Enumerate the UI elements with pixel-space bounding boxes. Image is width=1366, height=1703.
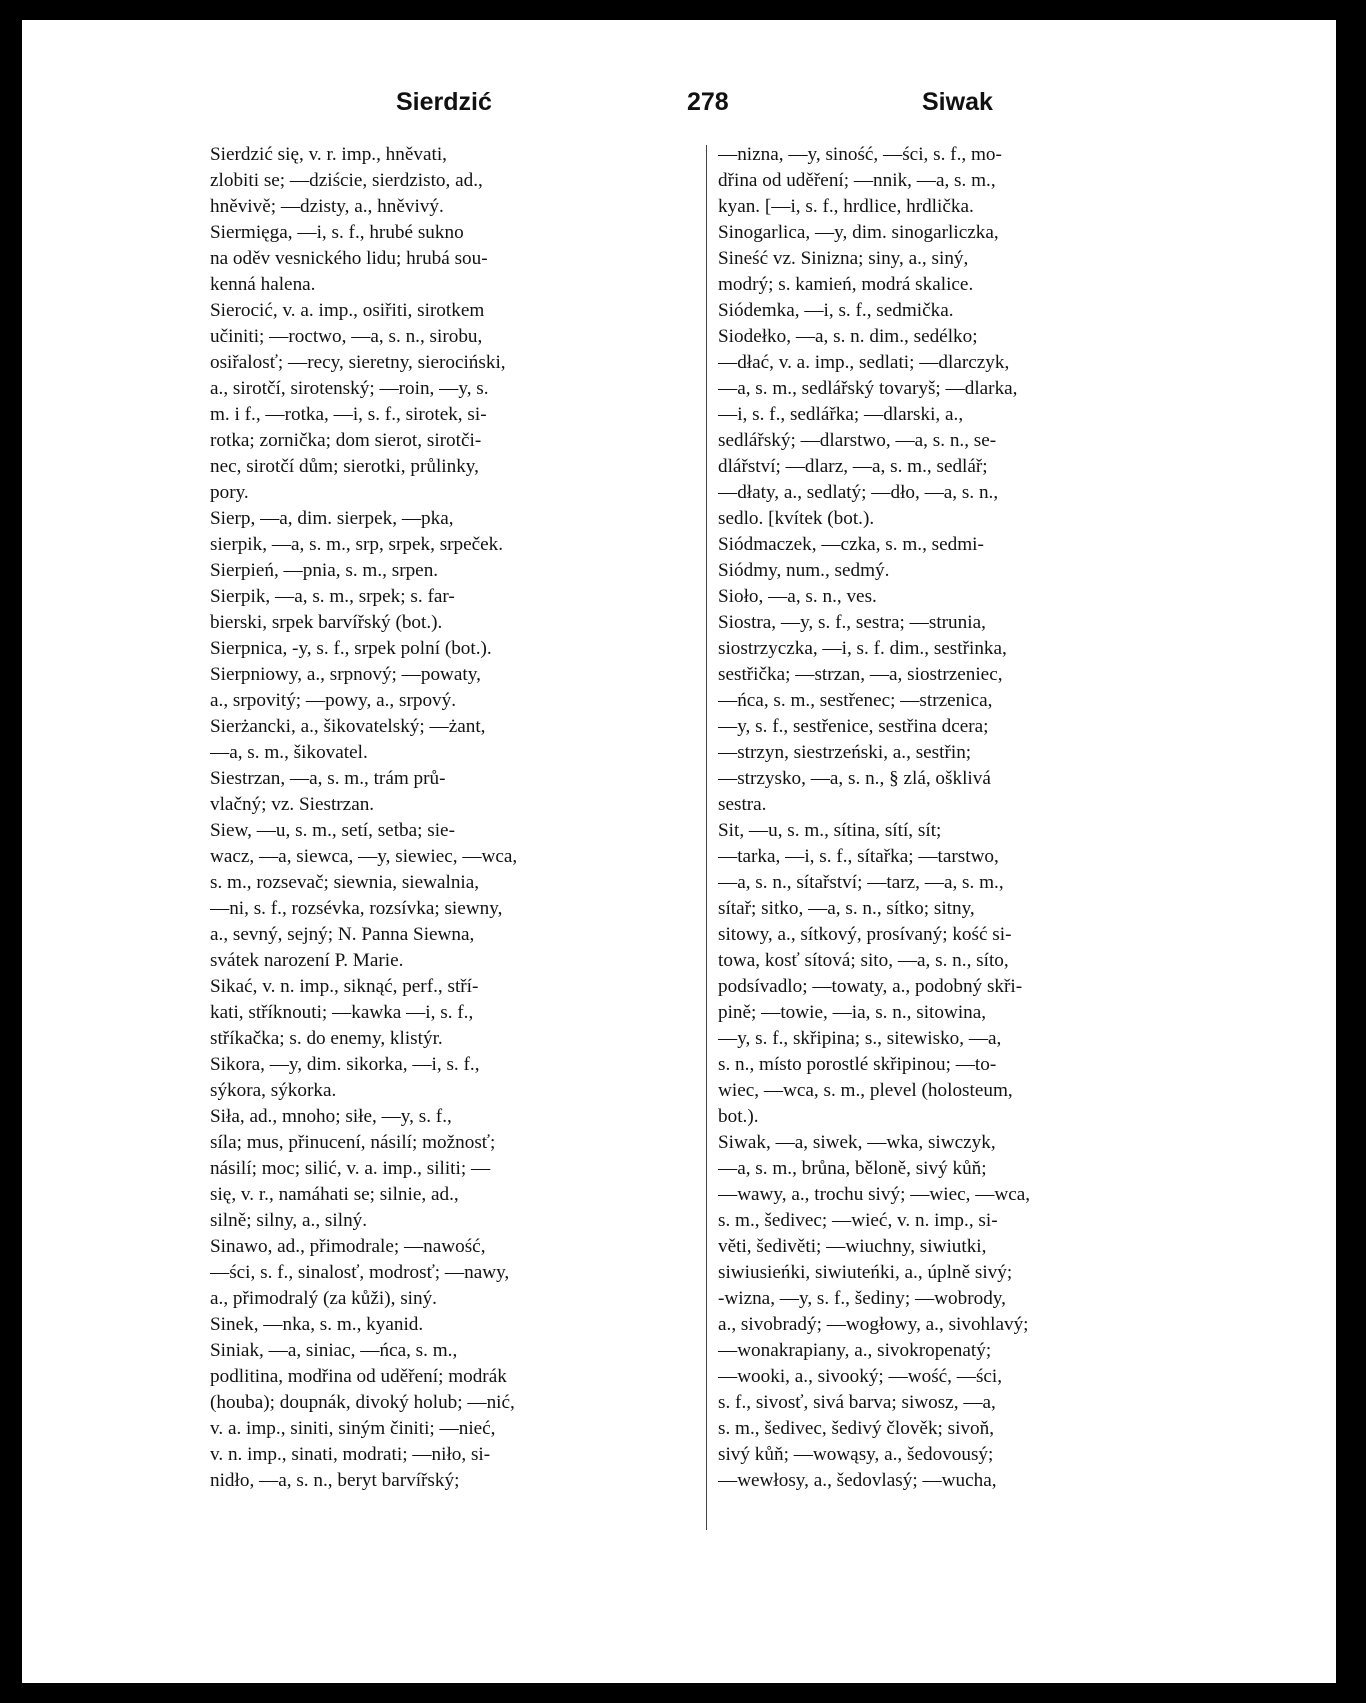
entry-line: Sinawo, ad., přimodrale; —nawość, — [210, 1236, 486, 1257]
entry-line: —i, s. f., sedlářka; —dlarski, a., — [718, 404, 964, 425]
entry-line: nidło, —a, s. n., beryt barvířský; — [210, 1470, 460, 1491]
entry-line: Sierpniowy, a., srpnový; —powaty, — [210, 664, 481, 685]
entry-line: pory. — [210, 482, 249, 503]
entry-line: wiec, —wca, s. m., plevel (holosteum, — [718, 1080, 1013, 1101]
entry-line: s. m., rozsevač; siewnia, siewalnia, — [210, 872, 480, 893]
entry-line: silně; silny, a., silný. — [210, 1210, 368, 1231]
page-number: 278 — [687, 88, 729, 116]
entry-line: Sierpik, —a, s. m., srpek; s. far- — [210, 586, 455, 607]
entry-line: dlářství; —dlarz, —a, s. m., sedlář; — [718, 456, 988, 477]
entry-line: zlobiti se; —dziście, sierdzisto, ad., — [210, 170, 483, 191]
entry-line: svátek narození P. Marie. — [210, 950, 404, 971]
right-guide-word: Siwak — [922, 88, 993, 116]
entry-line: towa, kosť sítová; sito, —a, s. n., síto, — [718, 950, 1009, 971]
entry-line: Sierpnica, -y, s. f., srpek polní (bot.). — [210, 638, 492, 659]
page-header — [190, 88, 1250, 128]
entry-line: s. n., místo porostlé skřipinou; —to- — [718, 1054, 997, 1075]
entry-line: sedlářský; —dlarstwo, —a, s. n., se- — [718, 430, 997, 451]
entry-line: —a, s. m., šikovatel. — [210, 742, 368, 763]
entry-line: Siestrzan, —a, s. m., trám prů- — [210, 768, 446, 789]
entry-line: Siódemka, —i, s. f., sedmička. — [718, 300, 954, 321]
entry-line: v. n. imp., sinati, modrati; —niło, si- — [210, 1444, 491, 1465]
entry-line: s. m., šedivec, šedivý člověk; sivoň, — [718, 1418, 995, 1439]
entry-line: kati, stříknouti; —kawka —i, s. f., — [210, 1002, 474, 1023]
entry-line: —wawy, a., trochu sivý; —wiec, —wca, — [718, 1184, 1031, 1205]
entry-line: —y, s. f., sestřenice, sestřina dcera; — [718, 716, 989, 737]
entry-line: s. f., sivosť, sivá barva; siwosz, —a, — [718, 1392, 996, 1413]
entry-line: sedlo. [kvítek (bot.). — [718, 508, 875, 529]
scan-border-strip — [1328, 20, 1336, 1683]
entry-line: -wizna, —y, s. f., šediny; —wobrody, — [718, 1288, 1006, 1309]
entry-line: —a, s. m., brůna, běloně, sivý kůň; — [718, 1158, 987, 1179]
entry-line: —dłać, v. a. imp., sedlati; —dlarczyk, — [718, 352, 1010, 373]
entry-line: wacz, —a, siewca, —y, siewiec, —wca, — [210, 846, 518, 867]
entry-line: —strzysko, —a, s. n., § zlá, ošklivá — [718, 768, 991, 789]
entry-line: Sit, —u, s. m., sítina, sítí, sít; — [718, 820, 942, 841]
entry-line: a., sevný, sejný; N. Panna Siewna, — [210, 924, 475, 945]
entry-line: —y, s. f., skřipina; s., sitewisko, —a, — [718, 1028, 1002, 1049]
entry-line: —tarka, —i, s. f., sítařka; —tarstwo, — [718, 846, 999, 867]
entry-line: modrý; s. kamień, modrá skalice. — [718, 274, 974, 295]
entry-line: —ści, s. f., sinalosť, modrosť; —nawy, — [210, 1262, 510, 1283]
entry-line: Sinek, —nka, s. m., kyanid. — [210, 1314, 424, 1335]
entry-line: się, v. r., namáhati se; silnie, ad., — [210, 1184, 459, 1205]
entry-line: Sinogarlica, —y, dim. sinogarliczka, — [718, 222, 999, 243]
entry-line: Sioło, —a, s. n., ves. — [718, 586, 877, 607]
entry-line: věti, šedivěti; —wiuchny, siwiutki, — [718, 1236, 987, 1257]
entry-line: na oděv vesnického lidu; hrubá sou- — [210, 248, 488, 269]
entry-line: učiniti; —roctwo, —a, s. n., sirobu, — [210, 326, 483, 347]
entry-line: podlitina, modřina od uděření; modrák — [210, 1366, 507, 1387]
entry-line: pině; —towie, —ia, s. n., sitowina, — [718, 1002, 987, 1023]
entry-line: sítař; sitko, —a, s. n., sítko; sitny, — [718, 898, 975, 919]
entry-line: a., přimodralý (za kůži), siný. — [210, 1288, 437, 1309]
entry-line: Sikać, v. n. imp., siknąć, perf., stří- — [210, 976, 479, 997]
entry-line: vlačný; vz. Siestrzan. — [210, 794, 375, 815]
entry-line: siostrzyczka, —i, s. f. dim., sestřinka, — [718, 638, 1007, 659]
entry-line: m. i f., —rotka, —i, s. f., sirotek, si- — [210, 404, 487, 425]
entry-line: stříkačka; s. do enemy, klistýr. — [210, 1028, 443, 1049]
entry-line: sierpik, —a, s. m., srp, srpek, srpeček. — [210, 534, 504, 555]
entry-line: hněvivě; —dzisty, a., hněvivý. — [210, 196, 444, 217]
entry-line: —dłaty, a., sedlatý; —dło, —a, s. n., — [718, 482, 999, 503]
entry-line: násilí; moc; silić, v. a. imp., siliti; — — [210, 1158, 491, 1179]
entry-line: sivý kůň; —wowąsy, a., šedovousý; — [718, 1444, 994, 1465]
entry-line: —nizna, —y, siność, —ści, s. f., mo- — [718, 144, 1002, 165]
left-column — [210, 142, 688, 1494]
entry-line: a., sivobradý; —wogłowy, a., sivohlavý; — [718, 1314, 1029, 1335]
entry-line: Siwak, —a, siwek, —wka, siwczyk, — [718, 1132, 996, 1153]
entry-line: —a, s. m., sedlářský tovaryš; —dlarka, — [718, 378, 1018, 399]
entry-line: Siew, —u, s. m., setí, setba; sie- — [210, 820, 455, 841]
entry-line: nec, sirotčí dům; sierotki, průlinky, — [210, 456, 479, 477]
left-guide-word: Sierdzić — [396, 88, 492, 116]
entry-line: a., srpovitý; —powy, a., srpový. — [210, 690, 457, 711]
entry-line: Sierpień, —pnia, s. m., srpen. — [210, 560, 439, 581]
entry-line: Siodełko, —a, s. n. dim., sedélko; — [718, 326, 978, 347]
entry-line: Siódmy, num., sedmý. — [718, 560, 890, 581]
entry-line: Sineść vz. Sinizna; siny, a., siný, — [718, 248, 969, 269]
column-divider — [706, 145, 707, 1530]
entry-line: osiřalosť; —recy, sieretny, sierociński, — [210, 352, 506, 373]
entry-line: —ńca, s. m., sestřenec; —strzenica, — [718, 690, 993, 711]
entry-line: (houba); doupnák, divoký holub; —nić, — [210, 1392, 515, 1413]
entry-line: síla; mus, přinucení, násilí; možnosť; — [210, 1132, 496, 1153]
entry-line: bierski, srpek barvířský (bot.). — [210, 612, 443, 633]
entry-line: podsívadlo; —towaty, a., podobný skři- — [718, 976, 1023, 997]
entry-line: rotka; zornička; dom sierot, sirotči- — [210, 430, 482, 451]
entry-line: sitowy, a., sítkový, prosívaný; kość si- — [718, 924, 1012, 945]
entry-line: sýkora, sýkorka. — [210, 1080, 337, 1101]
entry-line: —wonakrapiany, a., sivokropenatý; — [718, 1340, 992, 1361]
entry-line: siwiusieńki, siwiuteńki, a., úplně sivý; — [718, 1262, 1013, 1283]
entry-line: sestřička; —strzan, —a, siostrzeniec, — [718, 664, 1003, 685]
entry-line: Siostra, —y, s. f., sestra; —strunia, — [718, 612, 986, 633]
entry-line: bot.). — [718, 1106, 759, 1127]
entry-line: —wooki, a., sivooký; —wość, —ści, — [718, 1366, 1003, 1387]
entry-line: Siniak, —a, siniac, —ńca, s. m., — [210, 1340, 458, 1361]
entry-line: Sierp, —a, dim. sierpek, —pka, — [210, 508, 454, 529]
entry-line: s. m., šedivec; —wieć, v. n. imp., si- — [718, 1210, 998, 1231]
entry-line: dřina od uděření; —nnik, —a, s. m., — [718, 170, 996, 191]
entry-line: Siódmaczek, —czka, s. m., sedmi- — [718, 534, 984, 555]
entry-line: a., sirotčí, sirotenský; —roin, —y, s. — [210, 378, 489, 399]
entry-line: sestra. — [718, 794, 767, 815]
entry-line: —wewłosy, a., šedovlasý; —wucha, — [718, 1470, 997, 1491]
entry-line: Siła, ad., mnoho; siłe, —y, s. f., — [210, 1106, 452, 1127]
entry-line: kenná halena. — [210, 274, 316, 295]
right-column — [718, 142, 1196, 1494]
entry-line: —strzyn, siestrzeński, a., sestřin; — [718, 742, 972, 763]
entry-line: —a, s. n., sítařství; —tarz, —a, s. m., — [718, 872, 1004, 893]
entry-line: v. a. imp., siniti, siným činiti; —nieć, — [210, 1418, 496, 1439]
entry-line: Sierdzić się, v. r. imp., hněvati, — [210, 144, 447, 165]
entry-line: Sierżancki, a., šikovatelský; —żant, — [210, 716, 486, 737]
entry-line: —ni, s. f., rozsévka, rozsívka; siewny, — [210, 898, 503, 919]
entry-line: Sikora, —y, dim. sikorka, —i, s. f., — [210, 1054, 480, 1075]
entry-line: Siermięga, —i, s. f., hrubé sukno — [210, 222, 464, 243]
entry-line: Sierocić, v. a. imp., osiřiti, sirotkem — [210, 300, 485, 321]
entry-line: kyan. [—i, s. f., hrdlice, hrdlička. — [718, 196, 974, 217]
